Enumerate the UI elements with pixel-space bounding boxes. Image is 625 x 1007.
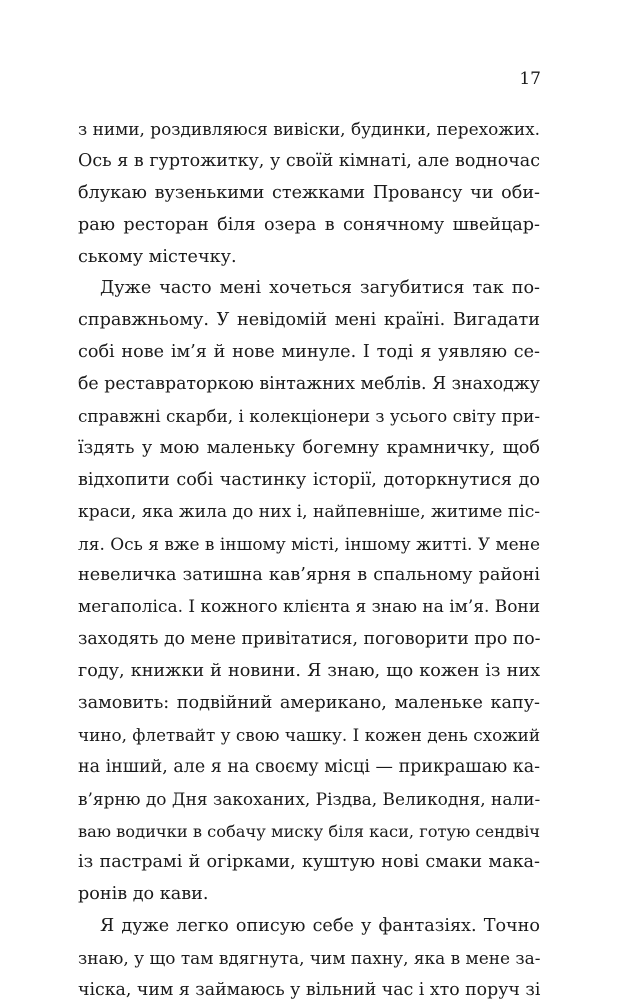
text-line: заходять до мене привітатися, поговорити про по- (78, 629, 541, 650)
text-line: Ось я в гуртожитку, у своїй кімнаті, але водночас (78, 150, 540, 171)
text-line: на інший, але я на своєму місці — прикрашаю ка- (78, 756, 540, 777)
text-line: раю ресторан біля озера в сонячному швейцар- (78, 214, 540, 235)
text-line: краси, яка жила до них і, найпевніше, житиме піс- (78, 501, 541, 522)
text-line: чіска, чим я займаюсь у вільний час і хто поруч зі (78, 980, 541, 1001)
text-line: ському містечку. (78, 246, 237, 267)
text-line: замовить: подвійний американо, маленьке капу- (78, 693, 540, 714)
text-line: Я дуже легко описую себе у фантазіях. Точно (100, 916, 540, 937)
text-line: мегаполіса. І кожного клієнта я знаю на ім’я. Вони (78, 597, 541, 618)
text-line: блукаю вузенькими стежками Провансу чи оби- (78, 182, 540, 203)
text-line: знаю, у що там вдягнута, чим пахну, яка в мене за- (78, 948, 541, 969)
text-line: ваю водички в собачу миску біля каси, готую сендвіч (78, 821, 541, 841)
text-line: собі нове ім’я й нове минуле. І тоді я уявляю се- (78, 342, 540, 363)
text-line: бе реставраторкою вінтажних меблів. Я знаходжу (78, 374, 540, 395)
text-line: году, книжки й новини. Я знаю, що кожен із них (78, 661, 540, 682)
text-line: із пастрамі й огірками, куштую нові смаки мака- (78, 852, 540, 873)
text-line: їздять у мою маленьку богемну крамничку, щоб (78, 437, 540, 458)
text-line: чино, флетвайт у свою чашку. І кожен день схожий (78, 724, 540, 745)
text-line: ронів до кави. (78, 884, 209, 905)
text-line: відхопити собі частинку історії, доторкнутися до (78, 469, 540, 490)
text-line: невеличка затишна кав’ярня в спальному районі (78, 565, 540, 586)
body-text (78, 114, 540, 1007)
text-line: з ними, роздивляюся вивіски, будинки, перехожих. (78, 119, 540, 139)
text-line: справжні скарби, і колекціонери з усього світу при- (78, 406, 540, 427)
text-line: справжньому. У невідомій мені країні. Вигадати (78, 310, 540, 331)
page-number: 17 (519, 69, 541, 89)
text-line: ля. Ось я вже в іншому місті, іншому житті. У мене (78, 533, 540, 554)
text-line: в’ярню до Дня закоханих, Різдва, Великодня, нали- (78, 788, 541, 809)
text-line: Дуже часто мені хочеться загубитися так по- (100, 278, 540, 299)
